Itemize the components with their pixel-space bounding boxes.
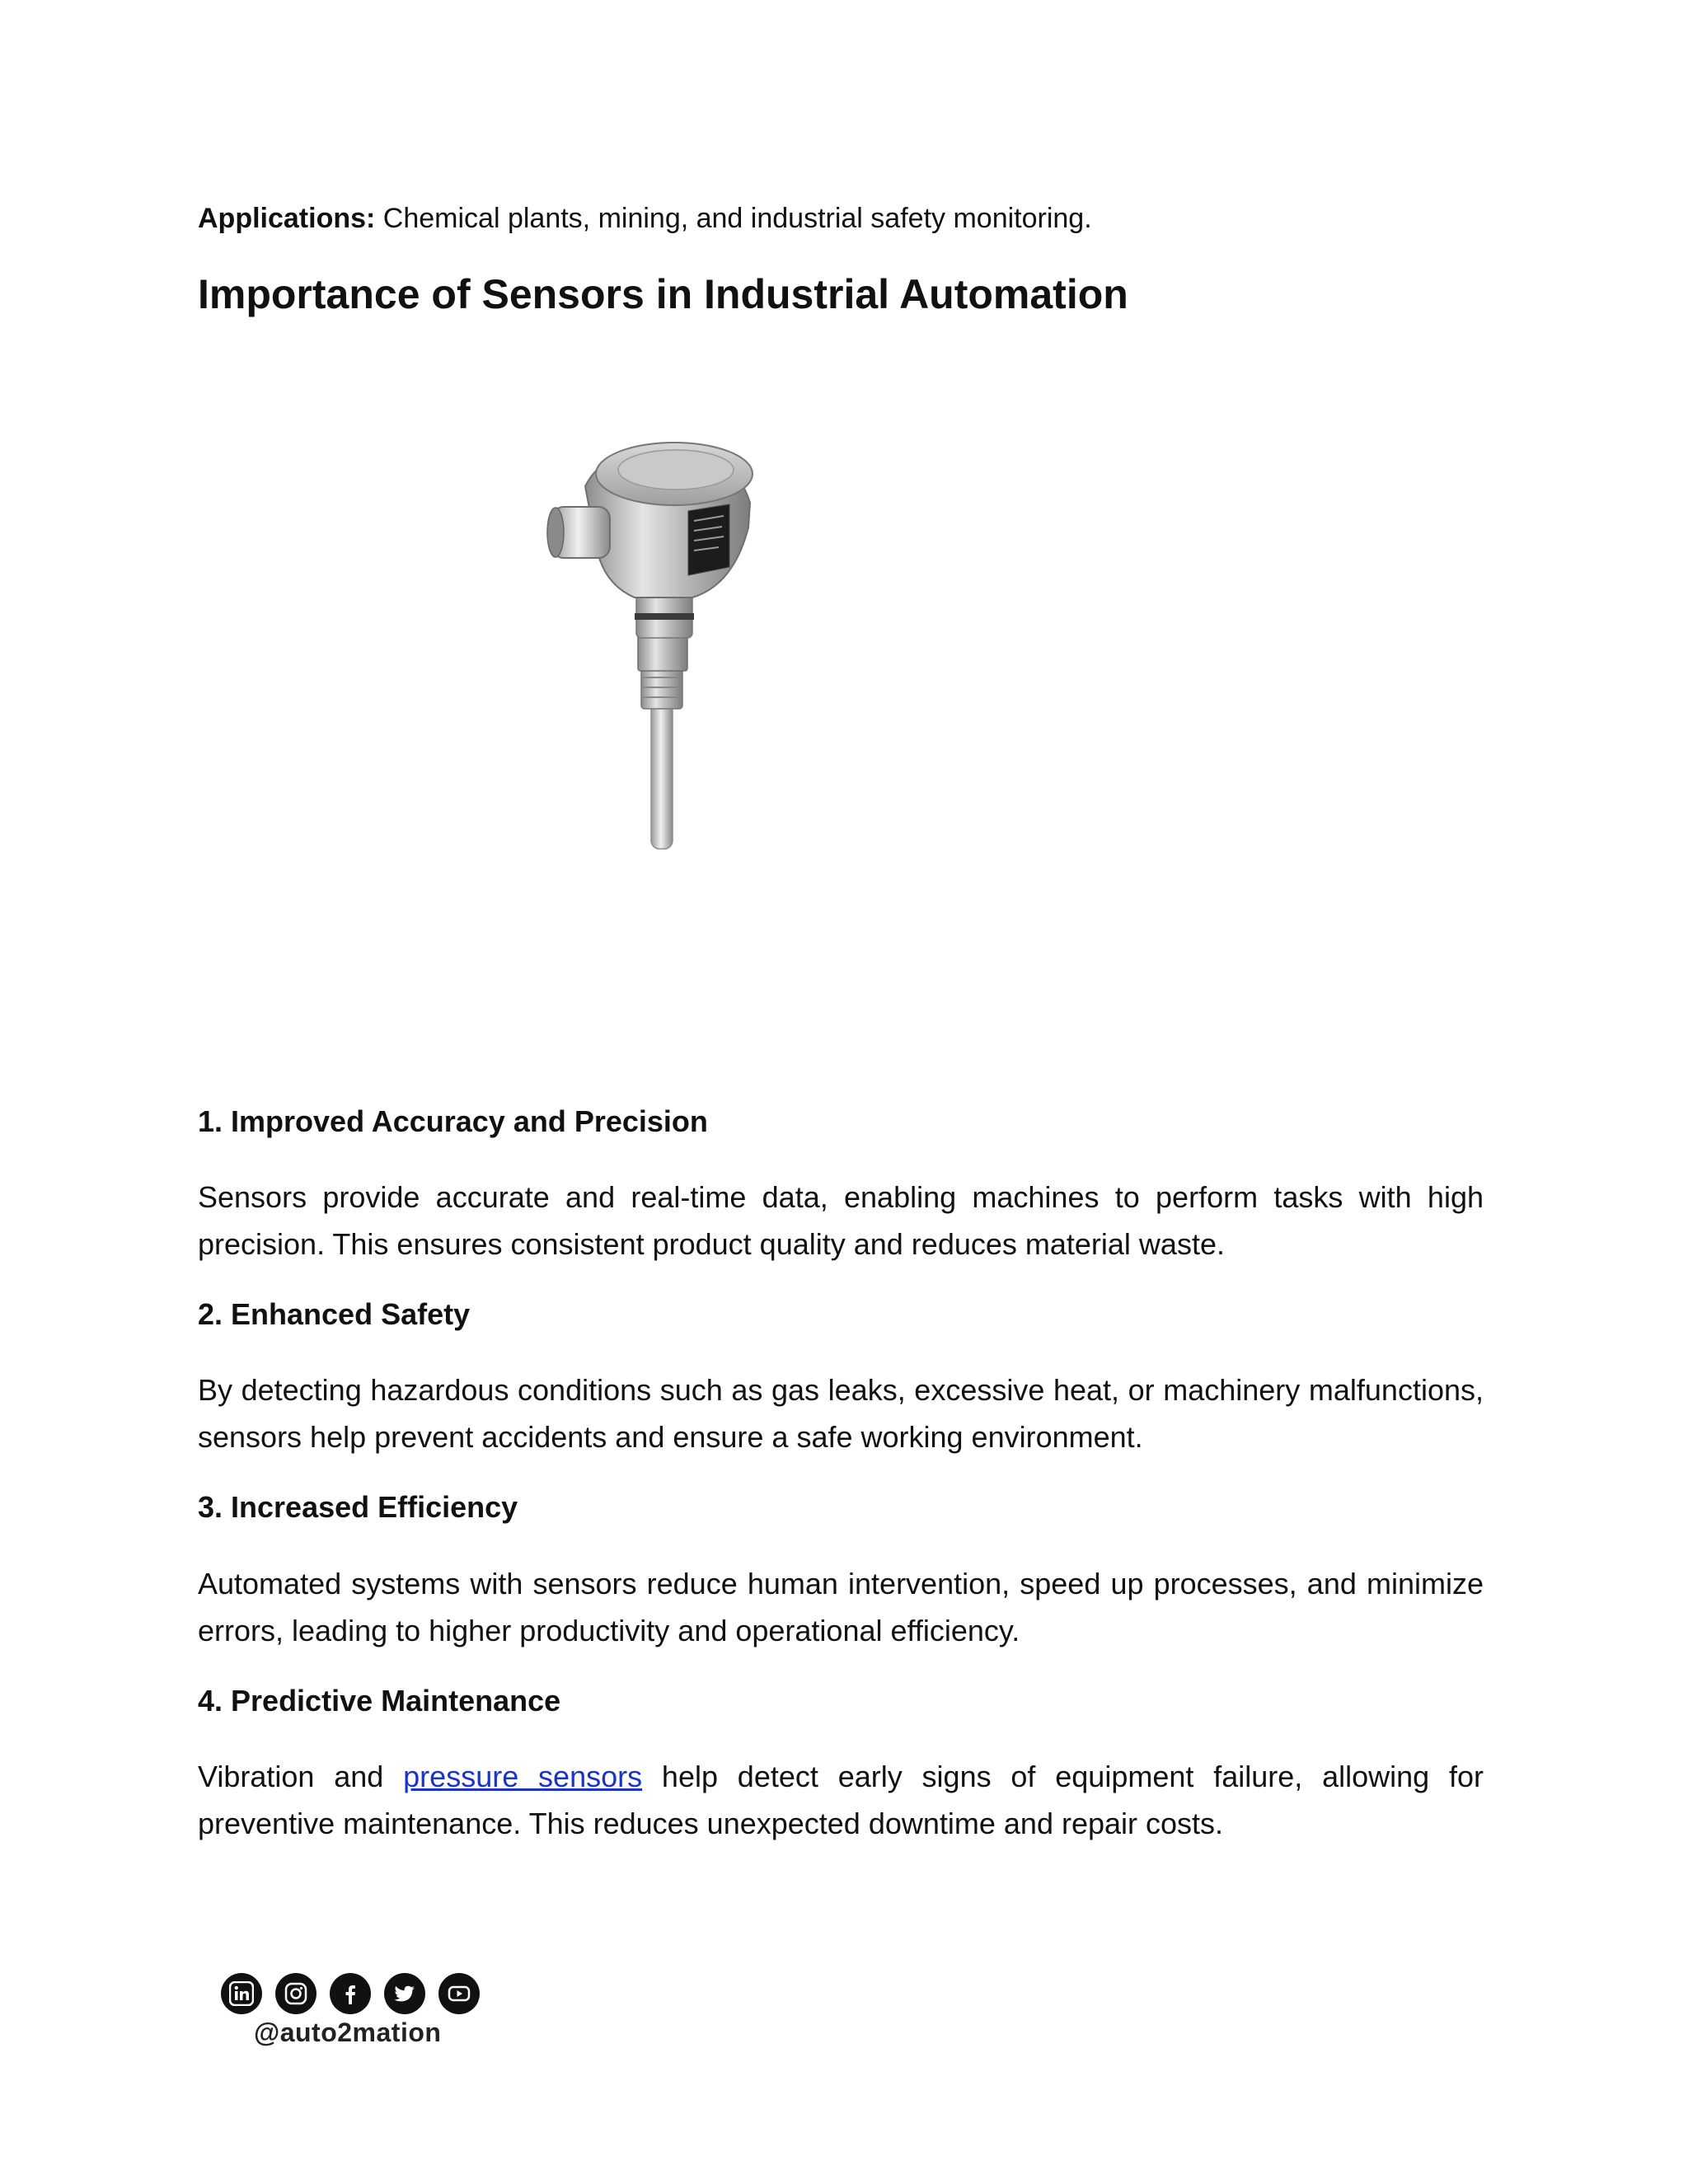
section-4-body-after: help detect early signs of equipment failure, allowing for preventive maintenance. This reduces unexpected downtime and repair costs.: [198, 1760, 1484, 1840]
section-2-heading: 2. Enhanced Safety: [198, 1297, 471, 1331]
pressure-sensors-link[interactable]: pressure sensors: [403, 1760, 643, 1793]
section-3-body: Automated systems with sensors reduce human intervention, speed up processes, and minimize errors, leading to higher productivity and operational efficiency.: [198, 1567, 1484, 1647]
section-1-body: Sensors provide accurate and real-time data, enabling machines to perform tasks with high precision. This ensures consistent product quality and reduces material waste.: [198, 1180, 1484, 1261]
social-handle: @auto2mation: [254, 2018, 442, 2047]
social-footer: [221, 1973, 485, 2064]
section-4-body: [198, 1753, 1484, 1847]
section-1-heading: 1. Improved Accuracy and Precision: [198, 1104, 708, 1138]
facebook-icon[interactable]: [330, 1973, 371, 2014]
applications-label: Applications:: [198, 203, 376, 234]
section-3-heading: 3. Increased Efficiency: [198, 1490, 518, 1524]
twitter-icon[interactable]: [384, 1973, 425, 2014]
section-2-body: By detecting hazardous conditions such as gas leaks, excessive heat, or machinery malfunctions, sensors help prevent accidents and ensure a safe working environment.: [198, 1373, 1484, 1454]
page-heading: Importance of Sensors in Industrial Automation: [198, 271, 1128, 317]
instagram-icon[interactable]: [275, 1973, 316, 2014]
applications-line: [198, 198, 1092, 239]
youtube-icon[interactable]: [438, 1973, 480, 2014]
linkedin-icon[interactable]: [221, 1973, 262, 2014]
applications-text: Chemical plants, mining, and industrial safety monitoring.: [375, 203, 1092, 234]
section-4-body-before: Vibration and: [198, 1760, 404, 1793]
temperature-sensor-image: [528, 429, 824, 874]
social-icons: [221, 1973, 485, 2014]
section-4-heading: 4. Predictive Maintenance: [198, 1684, 561, 1718]
